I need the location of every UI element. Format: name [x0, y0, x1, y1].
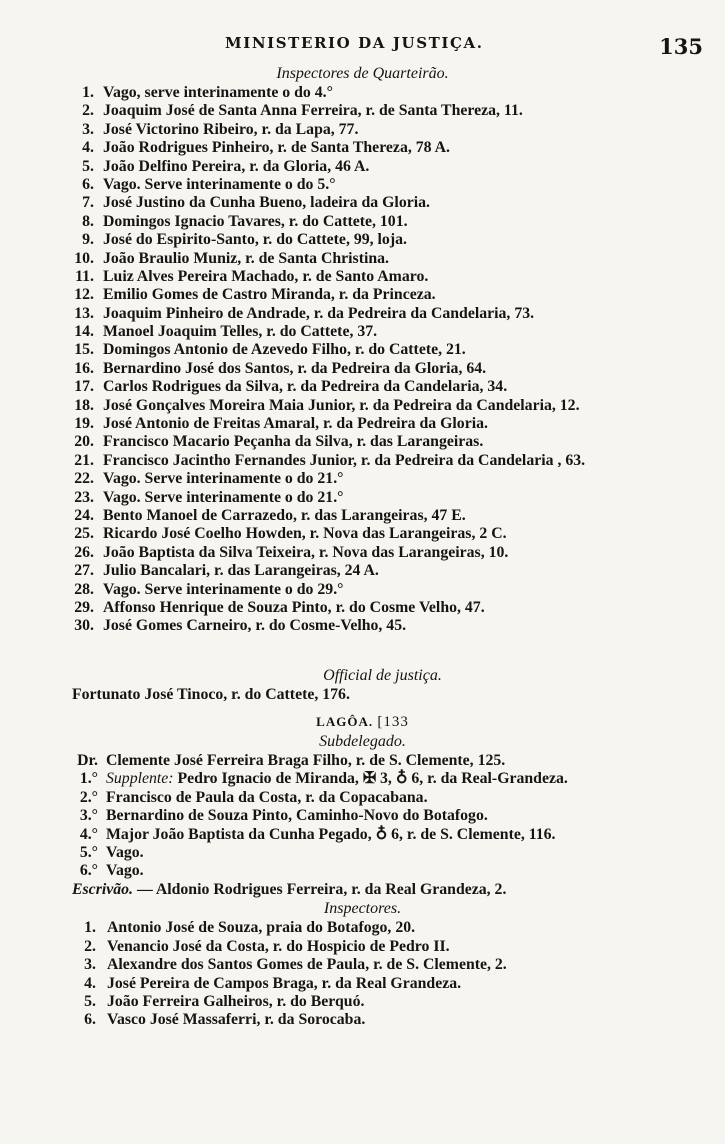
- item-body: Domingos Antonio de Azevedo Filho, r. do Cattete, 21.: [103, 341, 466, 359]
- lagoa-title-line: [0, 712, 725, 732]
- item-text: [103, 360, 486, 378]
- lagoa-title: LAGÔA.: [316, 714, 374, 729]
- item-text: [103, 305, 534, 323]
- item-body: Joaquim Pinheiro de Andrade, r. da Pedreira da Candelaria, 73.: [103, 304, 535, 322]
- item-number: 21.: [74, 451, 94, 469]
- item-body: José Gonçalves Moreira Maia Junior, r. da Pedreira da Candelaria, 12.: [103, 396, 580, 414]
- item-text: [107, 975, 461, 993]
- item-body: Vago. Serve interinamente o do 5.°: [103, 175, 336, 193]
- item-number: 20.: [74, 433, 94, 451]
- list-item: [0, 268, 725, 286]
- item-number: 4.°: [79, 825, 98, 843]
- item-number: 16.: [74, 359, 94, 377]
- list-item: [0, 581, 725, 599]
- item-number: 5.°: [79, 843, 98, 861]
- item-italic-label: Supplente:: [106, 770, 174, 788]
- item-body: Vago. Serve interinamente o do 21.°: [103, 488, 344, 506]
- item-text: [103, 397, 580, 415]
- item-number: 10.: [74, 249, 94, 267]
- item-text: [107, 938, 450, 956]
- item-number: 1.: [82, 84, 94, 101]
- item-text: [103, 470, 343, 488]
- item-body: Venancio José da Costa, r. do Hospicio de Pedro II.: [107, 937, 450, 955]
- lagoa-section: [0, 712, 725, 1030]
- item-body: Francisco Macario Peçanha da Silva, r. das Larangeiras.: [103, 433, 484, 451]
- list-item: [0, 562, 725, 580]
- list-item: [0, 158, 725, 176]
- item-text: [103, 433, 483, 451]
- list-item: [0, 397, 725, 415]
- item-body: Antonio José de Souza, praia do Botafogo, 20.: [107, 919, 416, 937]
- list-item: [0, 919, 725, 937]
- subdelegado-heading: Subdelegado.: [319, 733, 406, 750]
- official-entry: Fortunato José Tinoco, r. do Cattete, 176.: [72, 686, 350, 703]
- item-body: Bernardino de Souza Pinto, Caminho-Novo do Botafogo.: [106, 807, 488, 825]
- item-text: [106, 844, 144, 862]
- item-text: [107, 993, 364, 1011]
- item-text: [103, 268, 428, 286]
- list-item: [0, 544, 725, 562]
- item-number: 2.: [84, 937, 96, 955]
- subdelegado-list: [0, 752, 725, 881]
- escrivao-text: — Aldonio Rodrigues Ferreira, r. da Real Grandeza, 2.: [133, 880, 507, 898]
- list-item: [0, 433, 725, 451]
- list-item: [0, 341, 725, 359]
- item-number: 23.: [74, 488, 94, 506]
- item-text: [103, 139, 450, 157]
- list-item: [0, 415, 725, 433]
- item-body: Francisco de Paula da Costa, r. da Copacabana.: [106, 788, 428, 806]
- item-number: 5.: [82, 157, 94, 175]
- list-item: [0, 844, 725, 862]
- list-item: [0, 826, 725, 844]
- item-body: Affonso Henrique de Souza Pinto, r. do Cosme Velho, 47.: [103, 598, 485, 616]
- item-text: [103, 341, 466, 359]
- item-body: José Victorino Ribeiro, r. da Lapa, 77.: [103, 120, 359, 138]
- item-number: 3.°: [79, 807, 98, 825]
- item-text: [103, 562, 379, 580]
- item-number: 3.: [82, 120, 94, 138]
- item-number: 11.: [75, 267, 94, 285]
- list-item: [0, 507, 725, 525]
- escrivao-label: Escrivão.: [72, 880, 133, 898]
- item-body: Major João Baptista da Cunha Pegado, ♁ 6, r. de S. Clemente, 116.: [106, 825, 556, 843]
- item-text: [106, 826, 556, 844]
- item-text: [107, 956, 507, 974]
- item-text: [103, 84, 333, 102]
- item-number: 13.: [74, 304, 94, 322]
- item-number: 9.: [82, 231, 94, 249]
- list-item: [0, 452, 725, 470]
- item-number: 24.: [74, 506, 94, 524]
- list-item: [0, 770, 725, 788]
- item-body: José do Espirito-Santo, r. do Cattete, 99, loja.: [103, 231, 407, 249]
- item-number: 22.: [74, 470, 94, 488]
- item-text: [103, 286, 436, 304]
- item-text: [103, 378, 507, 396]
- item-number: 15.: [74, 341, 94, 359]
- list-item: [0, 250, 725, 268]
- list-item: [0, 617, 725, 635]
- list-item: [0, 286, 725, 304]
- list-item: [0, 305, 725, 323]
- item-number: 6.°: [79, 862, 98, 880]
- list-item: [0, 993, 725, 1011]
- item-text: [103, 323, 377, 341]
- list-item: [0, 323, 725, 341]
- item-number: 5.: [84, 992, 96, 1010]
- section-heading: Inspectores de Quarteirão.: [276, 65, 449, 82]
- item-body: Pedro Ignacio de Miranda, ✠ 3, ♁ 6, r. da Real-Grandeza.: [173, 770, 568, 788]
- item-number: 29.: [74, 598, 94, 616]
- item-body: Bento Manoel de Carrazedo, r. das Larangeiras, 47 E.: [103, 506, 466, 524]
- list-item: [0, 194, 725, 212]
- item-text: [103, 544, 508, 562]
- item-text: [103, 599, 485, 617]
- item-text: [103, 250, 389, 268]
- inspectores-quarteirao-section: [0, 64, 725, 636]
- inspectores-list: [0, 84, 725, 636]
- item-text: [103, 415, 488, 433]
- item-body: Julio Bancalari, r. das Larangeiras, 24 A.: [103, 562, 379, 580]
- official-justica-section: [0, 666, 725, 705]
- item-number: 28.: [74, 580, 94, 598]
- item-body: João Braulio Muniz, r. de Santa Christina.: [103, 249, 389, 267]
- escrivao-line: [0, 881, 725, 900]
- item-number: 4.: [84, 974, 96, 992]
- item-text: [103, 452, 585, 470]
- item-body: Ricardo José Coelho Howden, r. Nova das Larangeiras, 2 C.: [103, 525, 507, 543]
- item-number: 17.: [74, 378, 94, 396]
- list-item: [0, 789, 725, 807]
- item-number: 1.°: [79, 770, 98, 788]
- list-item: [0, 121, 725, 139]
- item-body: José Gomes Carneiro, r. do Cosme-Velho, 45.: [103, 617, 407, 635]
- list-item: [0, 102, 725, 120]
- item-text: [106, 789, 428, 807]
- list-item: [0, 525, 725, 543]
- item-number: 1.: [84, 919, 96, 937]
- page-header: [0, 34, 725, 58]
- item-body: João Delfino Pereira, r. da Gloria, 46 A.: [103, 157, 370, 175]
- item-text: [103, 176, 336, 194]
- item-number: 6.: [82, 175, 94, 193]
- item-body: Clemente José Ferreira Braga Filho, r. de S. Clemente, 125.: [106, 752, 506, 769]
- item-text: [103, 194, 430, 212]
- item-body: João Rodrigues Pinheiro, r. de Santa Thereza, 78 A.: [103, 139, 450, 157]
- list-item: [0, 1011, 725, 1029]
- item-body: Joaquim José de Santa Anna Ferreira, r. de Santa Thereza, 11.: [103, 102, 523, 120]
- item-text: [103, 581, 343, 599]
- running-head: MINISTERIO DA JUSTIÇA.: [225, 34, 484, 52]
- item-body: Francisco Jacintho Fernandes Junior, r. da Pedreira da Candelaria , 63.: [103, 451, 586, 469]
- item-body: Vasco José Massaferri, r. da Sorocaba.: [107, 1011, 366, 1029]
- list-item: [0, 956, 725, 974]
- item-body: José Antonio de Freitas Amaral, r. da Pedreira da Gloria.: [103, 415, 488, 433]
- list-item: [0, 807, 725, 825]
- item-text: [103, 121, 358, 139]
- item-body: Vago. Serve interinamente o do 21.°: [103, 470, 344, 488]
- item-text: [103, 231, 407, 249]
- item-body: Vago, serve interinamente o do 4.°: [103, 84, 333, 101]
- item-text: [103, 617, 406, 635]
- item-body: João Baptista da Silva Teixeira, r. Nova das Larangeiras, 10.: [103, 543, 509, 561]
- item-text: [106, 807, 488, 825]
- item-body: Emilio Gomes de Castro Miranda, r. da Princeza.: [103, 286, 436, 304]
- item-number: 12.: [74, 286, 94, 304]
- item-number: Dr.: [77, 752, 98, 769]
- item-text: [106, 770, 568, 788]
- item-number: 30.: [74, 617, 94, 635]
- item-body: Alexandre dos Santos Gomes de Paula, r. de S. Clemente, 2.: [107, 956, 507, 974]
- list-item: [0, 975, 725, 993]
- item-body: Manoel Joaquim Telles, r. do Cattete, 37.: [103, 323, 378, 341]
- page-number: 135: [659, 34, 703, 59]
- item-body: Luiz Alves Pereira Machado, r. de Santo Amaro.: [103, 267, 429, 285]
- list-item: [0, 139, 725, 157]
- list-item: [0, 213, 725, 231]
- item-text: [107, 1011, 365, 1029]
- list-item: [0, 470, 725, 488]
- item-body: Vago.: [106, 843, 144, 861]
- item-body: José Pereira de Campos Braga, r. da Real Grandeza.: [107, 974, 462, 992]
- list-item: [0, 489, 725, 507]
- item-text: [106, 752, 505, 770]
- item-number: 26.: [74, 543, 94, 561]
- item-text: [103, 525, 507, 543]
- item-number: 27.: [74, 562, 94, 580]
- list-item: [0, 752, 725, 770]
- item-number: 2.°: [79, 788, 98, 806]
- list-item: [0, 938, 725, 956]
- item-body: Carlos Rodrigues da Silva, r. da Pedreira da Candelaria, 34.: [103, 378, 508, 396]
- list-item: [0, 378, 725, 396]
- item-body: Bernardino José dos Santos, r. da Pedreira da Gloria, 64.: [103, 359, 487, 377]
- inspectores-heading: Inspectores.: [323, 900, 402, 918]
- item-number: 18.: [74, 396, 94, 414]
- lagoa-ref: [133: [377, 714, 409, 730]
- official-heading: Official de justiça.: [323, 667, 442, 684]
- item-number: 2.: [82, 102, 94, 120]
- list-item: [0, 862, 725, 880]
- item-body: João Ferreira Galheiros, r. do Berquó.: [107, 992, 365, 1010]
- list-item: [0, 231, 725, 249]
- list-item: [0, 176, 725, 194]
- list-item: [0, 84, 725, 102]
- item-text: [103, 213, 408, 231]
- item-body: José Justino da Cunha Bueno, ladeira da Gloria.: [103, 194, 430, 212]
- item-number: 19.: [74, 415, 94, 433]
- item-text: [103, 489, 343, 507]
- item-text: [106, 862, 144, 880]
- item-number: 7.: [82, 194, 94, 212]
- item-number: 25.: [74, 525, 94, 543]
- item-number: 6.: [84, 1011, 96, 1029]
- item-number: 8.: [82, 212, 94, 230]
- item-body: Vago.: [106, 862, 144, 880]
- item-text: [103, 158, 369, 176]
- item-number: 3.: [84, 956, 96, 974]
- list-item: [0, 599, 725, 617]
- item-text: [107, 919, 415, 937]
- item-body: Vago. Serve interinamente o do 29.°: [103, 580, 344, 598]
- item-text: [103, 102, 523, 120]
- item-number: 14.: [74, 323, 94, 341]
- lagoa-inspectores-list: [0, 919, 725, 1029]
- item-number: 4.: [82, 139, 94, 157]
- item-body: Domingos Ignacio Tavares, r. do Cattete, 101.: [103, 212, 408, 230]
- item-text: [103, 507, 466, 525]
- list-item: [0, 360, 725, 378]
